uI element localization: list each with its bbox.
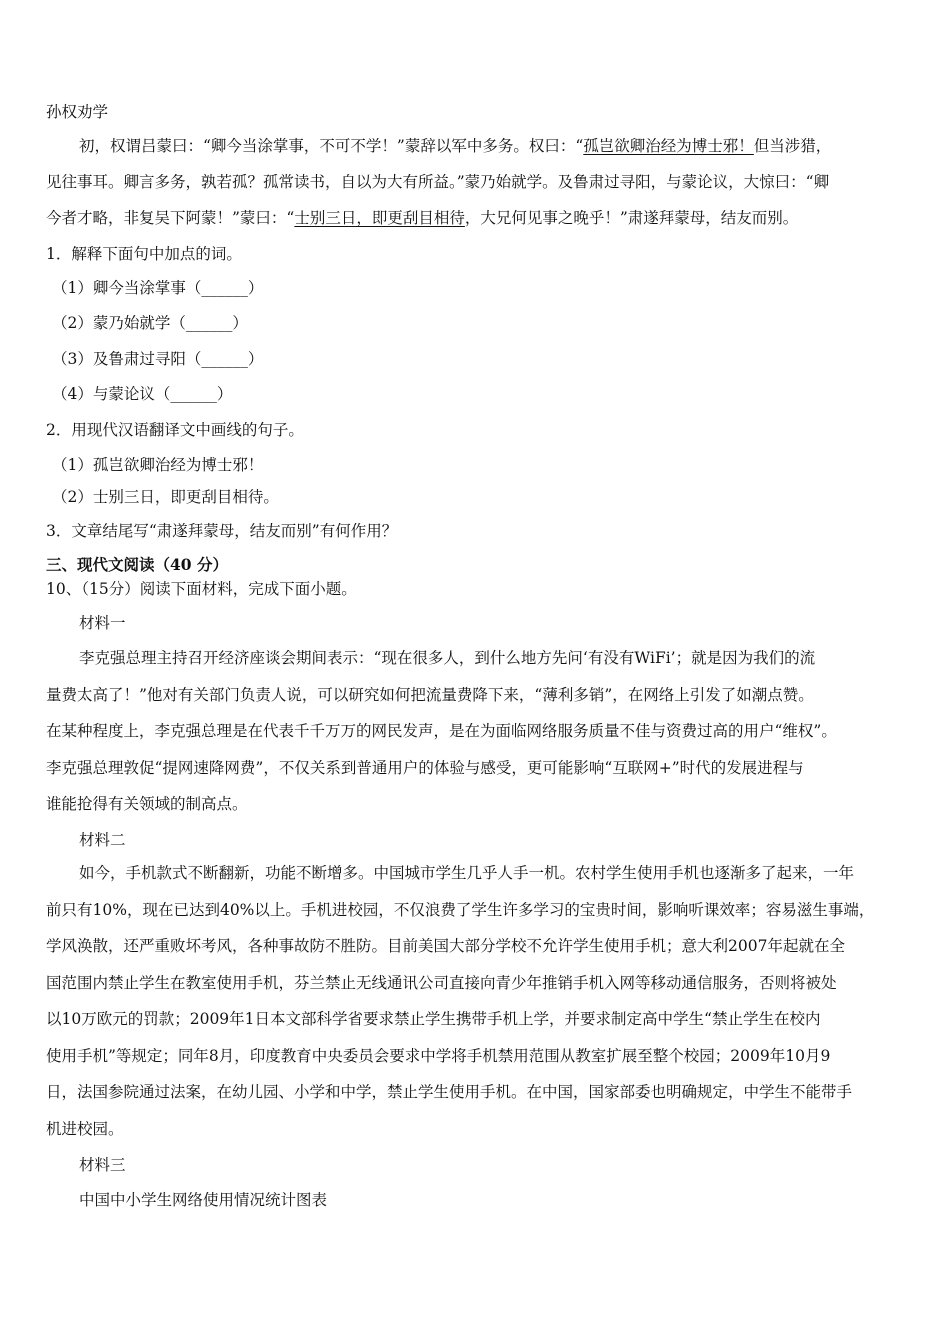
material-3-title: 材料三	[79, 1156, 126, 1174]
material-2-line-5: 以10万欧元的罚款；2009年1日本文部科学省要求禁止学生携带手机上学，并要求制定高中学生“禁止学生在校内	[46, 1010, 821, 1028]
question-2-item-2: （2）士别三日，即更刮目相待。	[52, 488, 279, 506]
material-1-line-2: 量费太高了！”他对有关部门负责人说，可以研究如何把流量费降下来，“薄利多销”，在网络上引发了如潮点赞。	[46, 686, 814, 704]
section-heading: 三、现代文阅读（40 分）	[46, 555, 228, 574]
material-2-line-8: 机进校园。	[46, 1120, 124, 1138]
passage-line-1: 初，权谓吕蒙曰：“卿今当涂掌事，不可不学！”蒙辞以军中多务。权曰：“孤岂欲卿治经为博士邪！但当涉猎，	[79, 137, 832, 155]
material-2-line-6: 使用手机”等规定；同年8月，印度教育中央委员会要求中学将手机禁用范围从教室扩展至整个校园；2009年10月9	[46, 1047, 831, 1065]
question-2-item-1: （1）孤岂欲卿治经为博士邪！	[52, 456, 264, 474]
passage-line-2: 见往事耳。卿言多务，孰若孤？孤常读书，自以为大有所益。”蒙乃始就学。及鲁肃过寻阳，与蒙论议，大惊曰：“卿	[46, 173, 830, 191]
passage-line-3: 今者才略，非复吴下阿蒙！”蒙曰：“士别三日，即更刮目相待，大兄何见事之晚乎！”肃遂拜蒙母，结友而别。	[46, 209, 799, 227]
material-2-line-1: 如今，手机款式不断翻新，功能不断增多。中国城市学生几乎人手一机。农村学生使用手机也逐渐多了起来，一年	[79, 864, 855, 882]
material-1-line-3: 在某种程度上，李克强总理是在代表千千万万的网民发声，是在为面临网络服务质量不佳与资费过高的用户“维权”。	[46, 722, 837, 740]
question-1-item-4: （4）与蒙论议（______）	[52, 385, 233, 403]
material-2-line-4: 国范围内禁止学生在教室使用手机，芬兰禁止无线通讯公司直接向青少年推销手机入网等移动通信服务，否则将被处	[46, 974, 837, 992]
material-2-line-3: 学风涣散，还严重败坏考风，各种事故防不胜防。目前美国大部分学校不允许学生使用手机；意大利2007年起就在全	[46, 937, 845, 955]
question-1-item-3: （3）及鲁肃过寻阳（______）	[52, 350, 264, 368]
material-2-line-2: 前只有10%，现在已达到40%以上。手机进校园，不仅浪费了学生许多学习的宝贵时间，影响听课效率；容易滋生事端，	[46, 901, 875, 919]
material-1-line-1: 李克强总理主持召开经济座谈会期间表示：“现在很多人，到什么地方先问‘有没有WiFi’；就是因为我们的流	[79, 649, 816, 667]
underlined-sentence-2: 士别三日，即更刮目相待	[294, 209, 465, 227]
material-1-line-5: 谁能抢得有关领域的制高点。	[46, 795, 248, 813]
question-1-item-2: （2）蒙乃始就学（______）	[52, 314, 248, 332]
material-2-line-7: 日，法国参院通过法案，在幼儿园、小学和中学，禁止学生使用手机。在中国，国家部委也明确规定，中学生不能带手	[46, 1083, 853, 1101]
material-1-line-4: 李克强总理敦促“提网速降网费”，不仅关系到普通用户的体验与感受，更可能影响“互联网+”时代的发展进程与	[46, 759, 804, 777]
material-3-caption: 中国中小学生网络使用情况统计图表	[79, 1191, 328, 1209]
question-3: 3．文章结尾写“肃遂拜蒙母，结友而别”有何作用？	[46, 522, 398, 540]
passage-title: 孙权劝学	[46, 103, 109, 121]
underlined-sentence-1: 孤岂欲卿治经为博士邪！	[583, 137, 754, 155]
question-10: 10、（15分）阅读下面材料，完成下面小题。	[46, 580, 357, 598]
question-1-item-1: （1）卿今当涂掌事（______）	[52, 279, 264, 297]
question-1: 1．解释下面句中加点的词。	[46, 245, 242, 263]
material-1-title: 材料一	[79, 614, 126, 632]
question-2: 2．用现代汉语翻译文中画线的句子。	[46, 421, 304, 439]
material-2-title: 材料二	[79, 831, 126, 849]
